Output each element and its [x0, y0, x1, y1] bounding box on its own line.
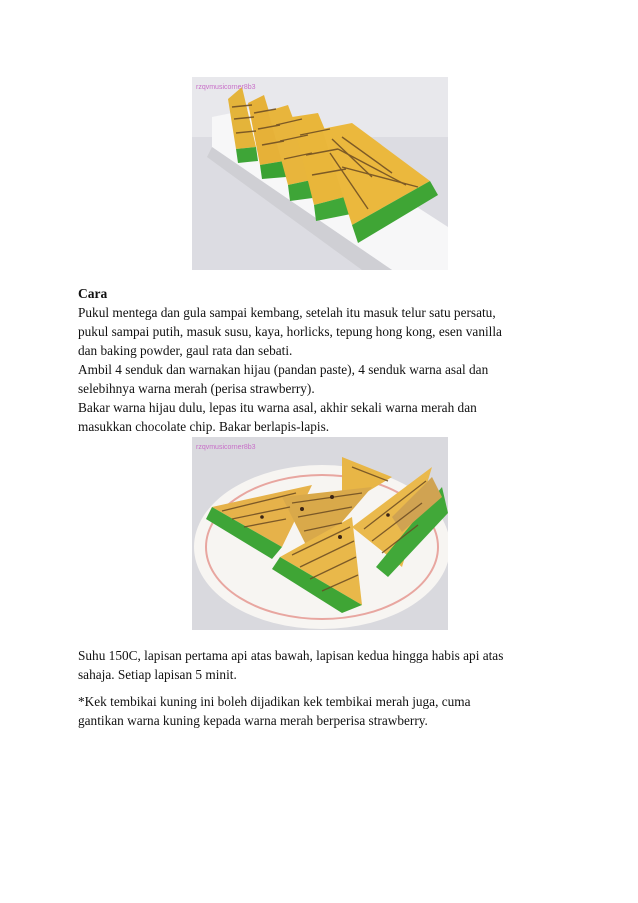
note-line: *Kek tembikai kuning ini boleh dijadikan kek tembikai merah juga, cuma: [78, 694, 471, 709]
photo-watermark: rzqvmusicorner8b3: [196, 84, 256, 91]
note-section: [78, 692, 568, 730]
cake-photo-top: [192, 77, 448, 270]
cake-photo-top-image: [192, 77, 448, 270]
method-line: Ambil 4 senduk dan warnakan hijau (pandan paste), 4 senduk warna asal dan: [78, 362, 489, 377]
method-line: Pukul mentega dan gula sampai kembang, setelah itu masuk telur satu persatu,: [78, 305, 496, 320]
baking-section: [78, 646, 568, 684]
baking-line: sahaja. Setiap lapisan 5 minit.: [78, 667, 237, 682]
method-line: selebihnya warna merah (perisa strawberry).: [78, 381, 315, 396]
method-line: Bakar warna hijau dulu, lepas itu warna asal, akhir sekali warna merah dan: [78, 400, 477, 415]
method-heading: Cara: [78, 286, 108, 301]
cake-photo-bottom-image: [192, 437, 448, 630]
method-line: dan baking powder, gaul rata dan sebati.: [78, 343, 293, 358]
cake-photo-bottom: [192, 437, 448, 630]
note-line: gantikan warna kuning kepada warna merah berperisa strawberry.: [78, 713, 428, 728]
method-line: masukkan chocolate chip. Bakar berlapis-lapis.: [78, 419, 330, 434]
method-section: [78, 284, 568, 436]
method-line: pukul sampai putih, masuk susu, kaya, horlicks, tepung hong kong, esen vanilla: [78, 324, 502, 339]
baking-line: Suhu 150C, lapisan pertama api atas bawah, lapisan kedua hingga habis api atas: [78, 648, 504, 663]
photo-watermark: rzqvmusicorner8b3: [196, 444, 256, 451]
